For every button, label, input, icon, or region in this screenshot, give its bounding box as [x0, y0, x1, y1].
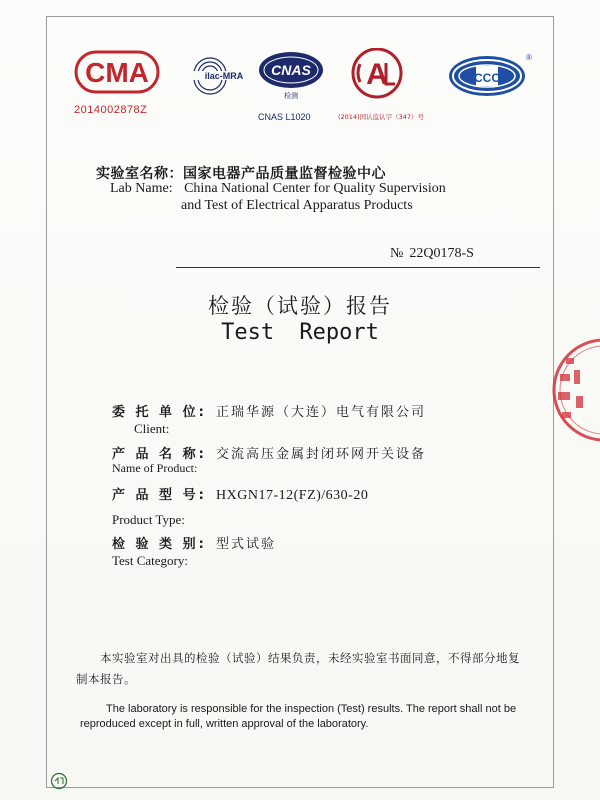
lab-name-en-label: Lab Name: [110, 181, 173, 196]
test-category-label-en: Test Category: [112, 553, 188, 568]
ccc-logo [442, 52, 532, 100]
report-number [390, 246, 474, 262]
svg-text:CNAS: CNAS [271, 62, 311, 78]
report-number-rule [176, 267, 540, 268]
disclaimer-en: The laboratory is responsible for the inspection (Test) results. The report shall not be reproduced except in full, written approval of the laboratory. [80, 703, 517, 730]
test-category-field [112, 533, 276, 552]
report-title-zh: 检验（试验）报告 [208, 294, 392, 318]
report-title-en: Test Report [221, 320, 379, 345]
client-value: 正瑞华源（大连）电气有限公司 [216, 405, 427, 420]
registered-mark: ® [526, 53, 532, 62]
svg-text:CCC: CCC [474, 71, 500, 85]
ilac-mra-logo [188, 52, 260, 96]
small-circle-mark [50, 772, 68, 790]
cnas-sub-label: 检测 [284, 92, 298, 100]
svg-text:ilac-MRA: ilac-MRA [204, 71, 244, 81]
product-name-field [112, 443, 426, 462]
client-field [112, 401, 426, 420]
product-type-label-zh: 产 品 型 号: [112, 488, 207, 503]
client-label-zh: 委 托 单 位: [112, 405, 207, 420]
lab-name-zh: 实验室名称：国家电器产品质量监督检验中心 [96, 166, 386, 182]
product-type-field [112, 484, 368, 504]
product-type-label-en: Product Type: [112, 512, 185, 527]
cal-logo [346, 48, 408, 104]
cnas-logo [256, 48, 326, 104]
report-number-value: 22Q0178-S [409, 246, 474, 261]
test-category-value: 型式试验 [216, 537, 277, 552]
svg-text:CMA: CMA [85, 57, 149, 88]
lab-name-en-line1: China National Center for Quality Supervision [184, 181, 446, 196]
cma-logo [74, 48, 160, 98]
client-label-en: Client: [134, 421, 170, 436]
svg-text:A: A [366, 58, 388, 91]
product-name-label-en: Name of Product: [112, 461, 198, 475]
disclaimer-zh: 本实验室对出具的检验（试验）结果负责，未经实验室书面同意，不得部分地复制本报告。 [76, 651, 520, 686]
cal-note: (2014)国认监认字（347）号 [338, 113, 425, 121]
number-sign: № [390, 246, 404, 261]
cnas-number: CNAS L1020 [258, 112, 311, 122]
product-name-value: 交流高压金属封闭环网开关设备 [216, 447, 427, 462]
lab-name-en [110, 180, 446, 214]
test-category-label-zh: 检 验 类 别: [112, 537, 207, 552]
cma-number: 2014002878Z [74, 104, 148, 116]
product-name-label-zh: 产 品 名 称: [112, 447, 207, 462]
lab-name-en-line2: and Test of Electrical Apparatus Products [181, 198, 413, 213]
product-type-value: HXGN17-12(FZ)/630-20 [216, 488, 369, 503]
red-seal-stamp [544, 330, 600, 450]
